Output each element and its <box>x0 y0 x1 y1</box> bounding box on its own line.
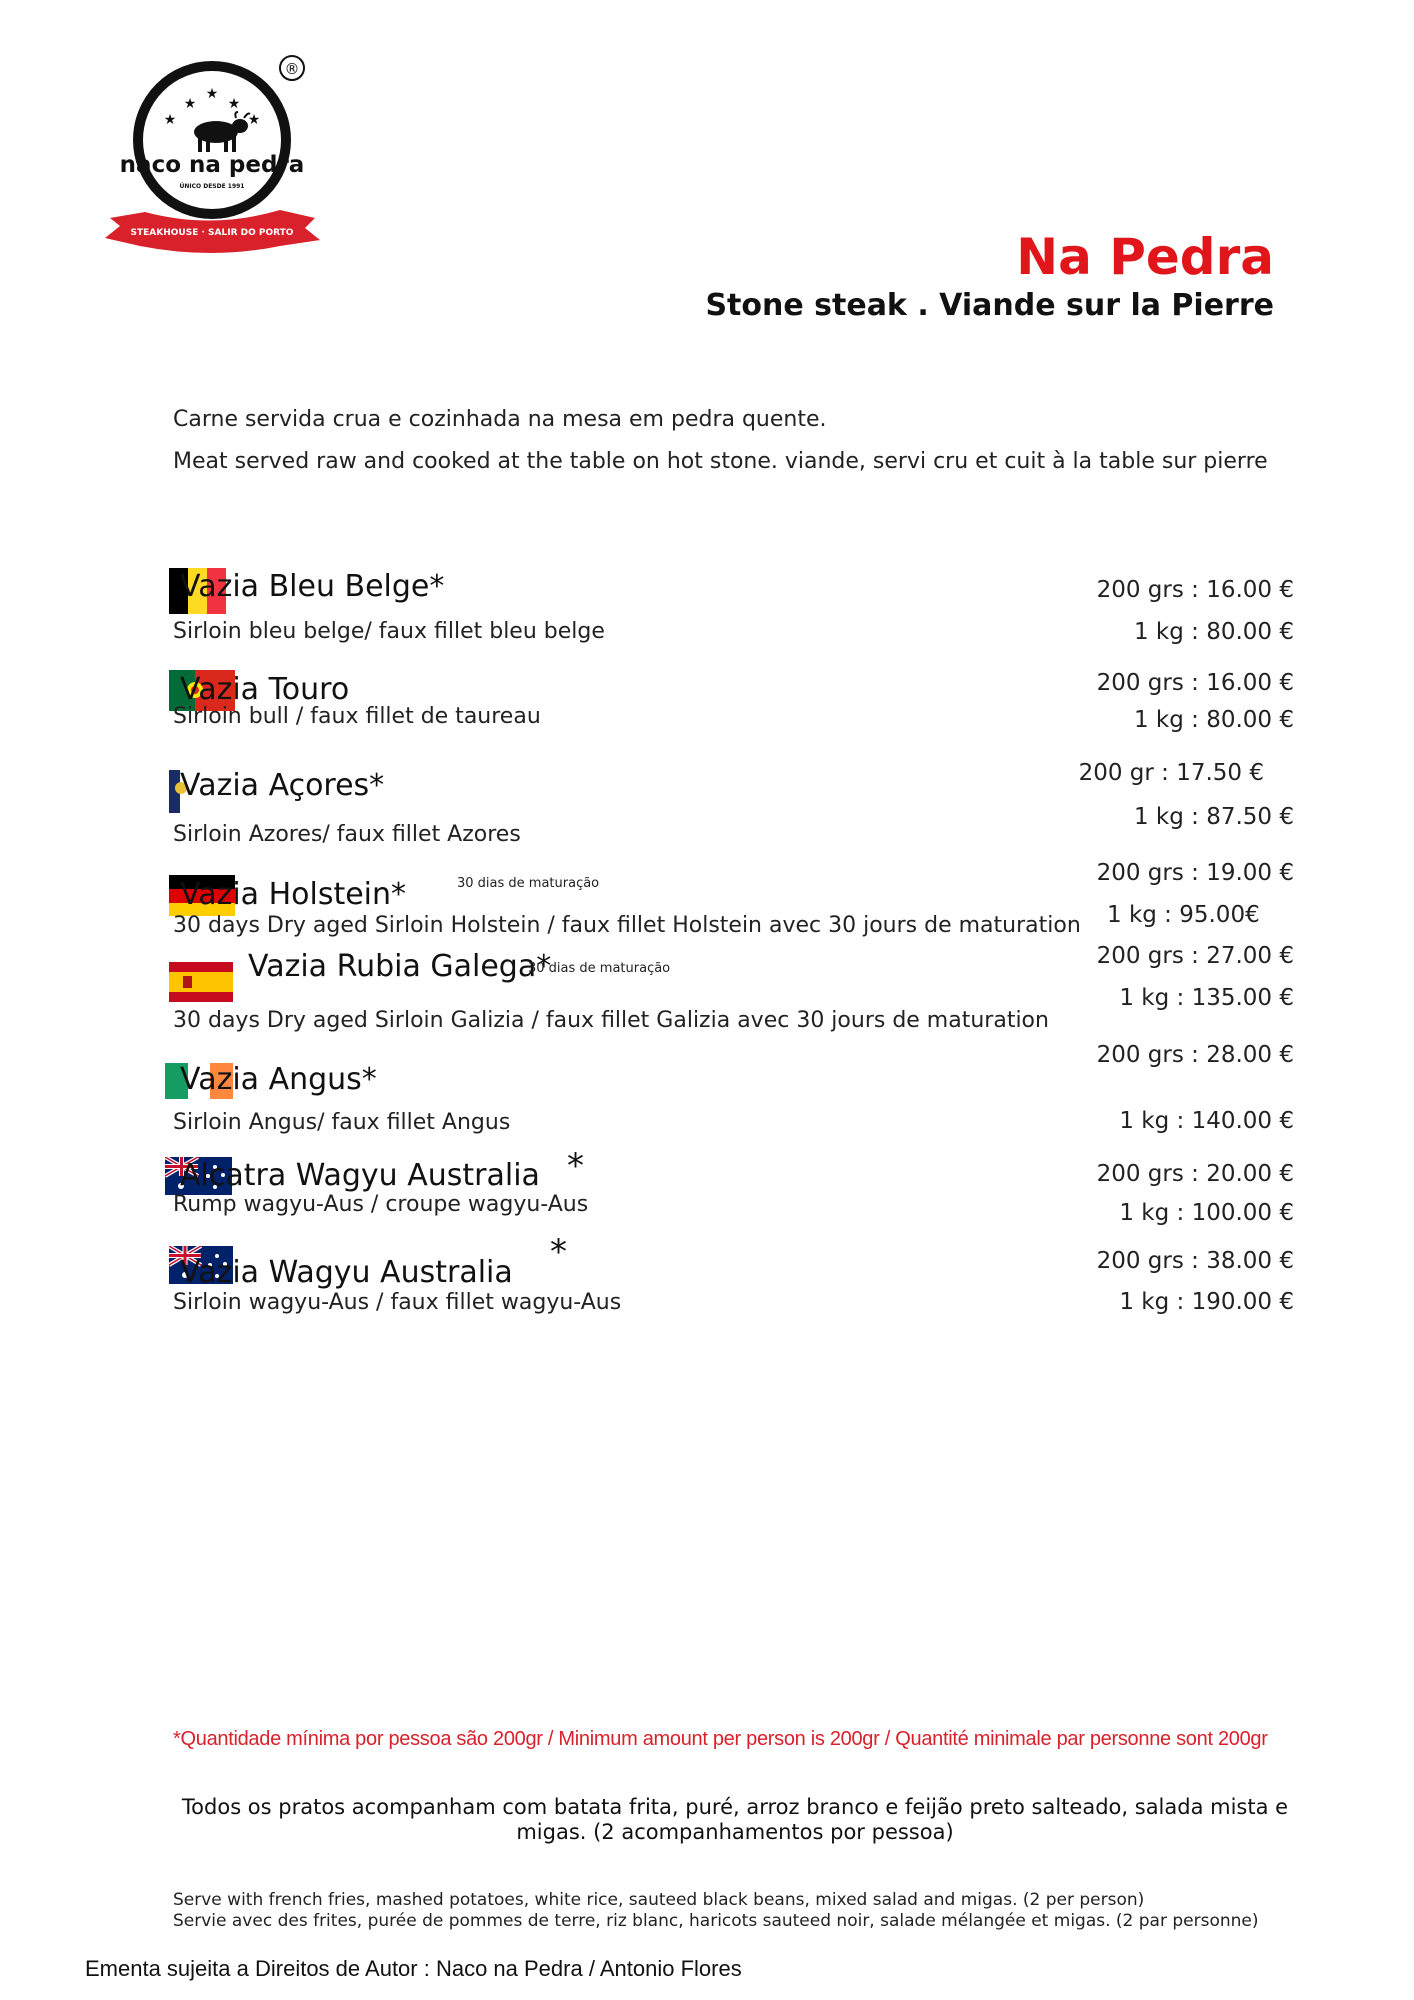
item-description: 30 days Dry aged Sirloin Holstein / faux fillet Holstein avec 30 jours de maturation <box>173 913 1081 938</box>
item-price-200g: 200 grs : 20.00 € <box>1096 1161 1294 1187</box>
restaurant-logo <box>100 50 330 265</box>
svg-text:★: ★ <box>183 96 197 112</box>
item-description: Sirloin wagyu-Aus / faux fillet wagyu-Aus <box>173 1290 622 1315</box>
svg-text:★: ★ <box>247 112 261 128</box>
minimum-quantity-note: *Quantidade mínima por pessoa são 200gr / Minimum amount per person is 200gr / Quantité minimale par personne sont 200gr <box>173 1728 1268 1750</box>
svg-text:★: ★ <box>227 96 241 112</box>
page-subtitle: Stone steak . Viande sur la Pierre <box>705 288 1274 323</box>
item-name: Vazia Angus* <box>180 1062 377 1097</box>
item-description: Sirloin Angus/ faux fillet Angus <box>173 1110 511 1135</box>
item-name: Vazia Holstein* <box>180 877 407 912</box>
item-price-200g: 200 grs : 38.00 € <box>1096 1248 1294 1274</box>
item-price-1kg: 1 kg : 135.00 € <box>1119 985 1294 1011</box>
item-description: Sirloin Azores/ faux fillet Azores <box>173 822 521 847</box>
spain-flag-icon <box>169 962 233 1002</box>
item-price-1kg: 1 kg : 190.00 € <box>1119 1289 1294 1315</box>
item-price-200g: 200 grs : 16.00 € <box>1096 670 1294 696</box>
item-name: Alcatra Wagyu Australia <box>180 1158 540 1193</box>
item-price-1kg: 1 kg : 87.50 € <box>1133 804 1294 830</box>
item-price-200g: 200 grs : 27.00 € <box>1096 943 1294 969</box>
svg-text:★: ★ <box>205 86 219 102</box>
intro-portuguese: Carne servida crua e cozinhada na mesa em pedra quente. <box>173 407 827 432</box>
item-description: Rump wagyu-Aus / croupe wagyu-Aus <box>173 1192 589 1217</box>
item-price-1kg: 1 kg : 140.00 € <box>1119 1108 1294 1134</box>
item-name: Vazia Rubia Galega* <box>248 949 552 984</box>
item-name: Vazia Bleu Belge* <box>180 569 445 604</box>
side-dishes-portuguese: Todos os pratos acompanham com batata frita, puré, arroz branco e feijão preto salteado, salada mista e migas. (2 acompanhamentos por pessoa) <box>181 1795 1289 1844</box>
item-name: Vazia Açores* <box>180 768 385 803</box>
item-name: Vazia Wagyu Australia <box>180 1255 513 1290</box>
page-title: Na Pedra <box>1016 228 1274 286</box>
item-price-1kg: 1 kg : 95.00€ <box>1107 902 1260 928</box>
maturation-note: 30 dias de maturação <box>457 876 600 891</box>
svg-text:★: ★ <box>163 112 177 128</box>
item-name: Vazia Touro <box>180 672 350 707</box>
intro-translation: Meat served raw and cooked at the table on hot stone. viande, servi cru et cuit à la table sur pierre <box>173 449 1268 474</box>
logo-since-text: ÚNICO DESDE 1991 <box>179 183 245 190</box>
item-price-1kg: 1 kg : 80.00 € <box>1133 707 1294 733</box>
registered-mark: ® <box>284 60 300 78</box>
copyright-notice: Ementa sujeita a Direitos de Autor : Naco na Pedra / Antonio Flores <box>85 1956 742 1981</box>
side-dishes-english: Serve with french fries, mashed potatoes, white rice, sauteed black beans, mixed salad and migas. (2 per person) <box>173 1890 1145 1910</box>
item-price-1kg: 1 kg : 100.00 € <box>1119 1200 1294 1226</box>
maturation-note: 30 dias de maturação <box>528 961 671 976</box>
item-asterisk: * <box>550 1232 567 1272</box>
item-description: 30 days Dry aged Sirloin Galizia / faux fillet Galizia avec 30 jours de maturation <box>173 1008 1049 1033</box>
item-price-200g: 200 grs : 28.00 € <box>1096 1042 1294 1068</box>
item-description: Sirloin bleu belge/ faux fillet bleu belge <box>173 619 605 644</box>
item-description: Sirloin bull / faux fillet de taureau <box>173 704 541 729</box>
item-price-1kg: 1 kg : 80.00 € <box>1133 619 1294 645</box>
logo-ribbon-text: STEAKHOUSE · SALIR DO PORTO <box>130 228 294 238</box>
side-dishes-french: Servie avec des frites, purée de pommes de terre, riz blanc, haricots sauteed noir, salade mélangée et migas. (2 par personne) <box>173 1911 1259 1931</box>
item-asterisk: * <box>567 1146 584 1186</box>
item-price-200g: 200 gr : 17.50 € <box>1078 760 1264 786</box>
logo-brand-text: naco na pedra <box>119 152 305 178</box>
item-price-200g: 200 grs : 19.00 € <box>1096 860 1294 886</box>
item-price-200g: 200 grs : 16.00 € <box>1096 577 1294 603</box>
